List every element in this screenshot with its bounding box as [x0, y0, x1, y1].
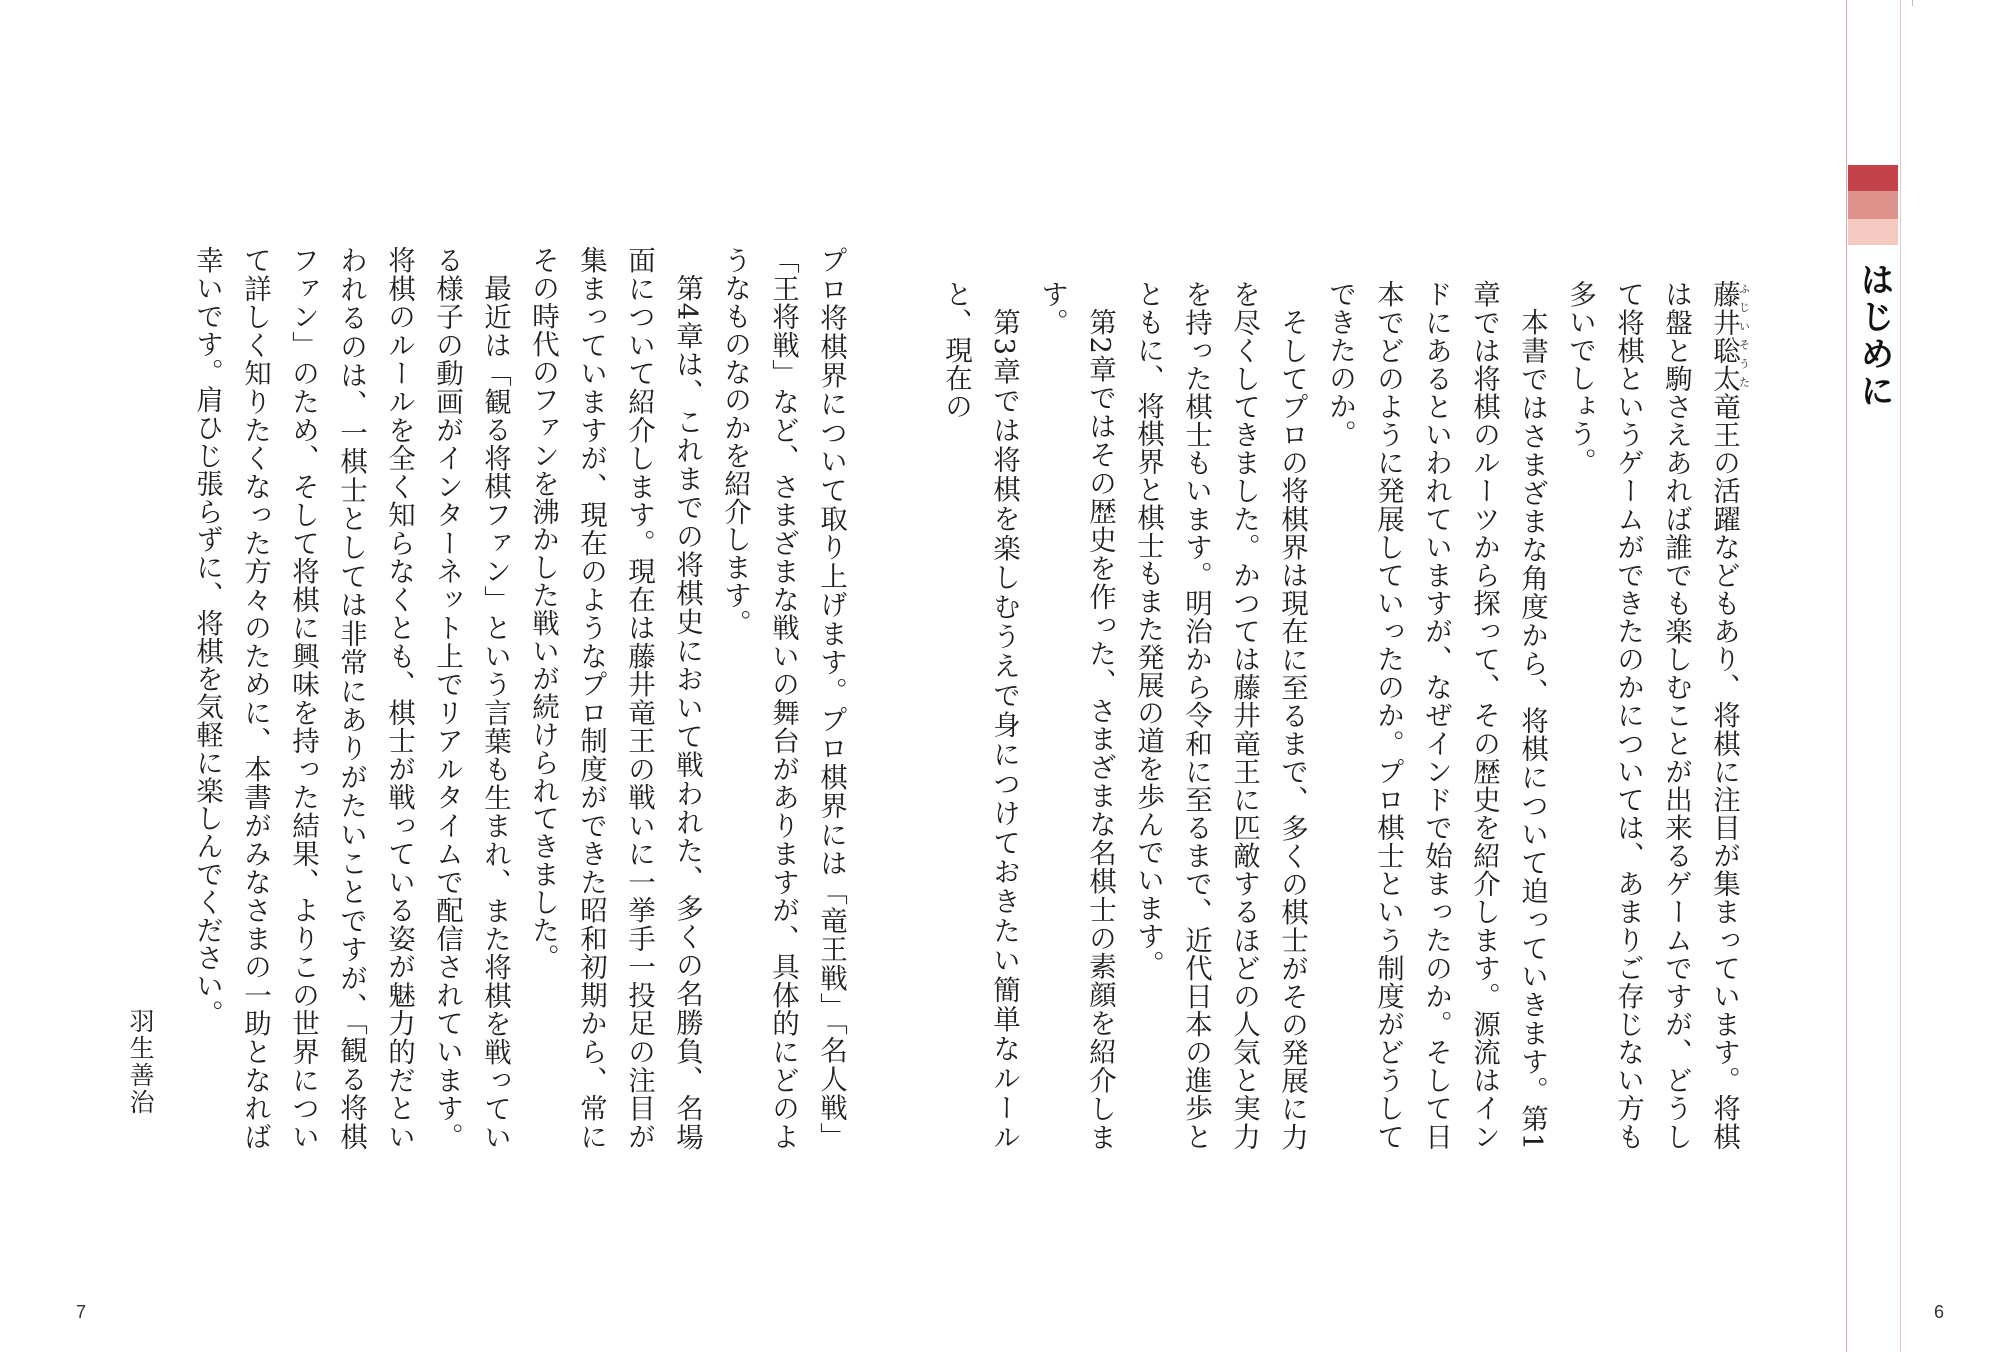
margin-rule [1900, 0, 1901, 1352]
right-page-body [940, 280, 1751, 1150]
page-number-right: 6 [1934, 1302, 1945, 1322]
author-signature: 羽生善治 [126, 1008, 155, 1116]
chapter-swatch-dark [1848, 165, 1898, 191]
chapter-swatch-mid [1848, 191, 1898, 219]
paragraph: 本書ではさまざまな角度から、将棋について迫っていきます。第1章では将棋のルーツから探って、その歴史を紹介します。源流はインドにあるといわれていますが、なぜインドで始まったのか。そして日本でどのように発展していったのか。プロ棋士という制度がどうしてできたのか。 [1324, 280, 1548, 1150]
paragraph: そしてプロの将棋界は現在に至るまで、多くの棋士がその発展に力を尽くしてきました。かつては藤井竜王に匹敵するほどの人気と実力を持った棋士もいます。明治から令和に至るまで、近代日本の進歩とともに、将棋界と棋士もまた発展の道を歩んでいます。 [1132, 280, 1308, 1150]
margin-rule [1846, 0, 1847, 1352]
paragraph: 藤井聡太ふじいそうた竜王の活躍などもあり、将棋に注目が集まっています。将棋は盤と駒さえあれば誰でも楽しむことが出来るゲームですが、どうして将棋というゲームができたのかについては、あまりご存じない方も多いでしょう。 [1564, 280, 1751, 1150]
paragraph: 最近は「観る将棋ファン」という言葉も生まれ、また将棋を戦っている様子の動画がインターネット上でリアルタイムで配信されています。将棋のルールを全く知らなくとも、棋士が戦っている姿が魅力的だといわれるのは、一棋士としては非常にありがたいことですが、「観る将棋ファン」のため、そして将棋に興味を持った結果、よりこの世界について詳しく知りたくなった方々のために、本書がみなさまの一助となれば幸いです。肩ひじ張らずに、将棋を気軽に楽しんでください。 [191, 246, 511, 1150]
chapter-title: はじめに [1854, 262, 1894, 410]
page-number-left: 7 [76, 1302, 87, 1322]
paragraph: 第2章ではその歴史を作った、さまざまな名棋士の素顔を紹介します。 [1036, 280, 1116, 1150]
paragraph: 第4章は、これまでの将棋史において戦われた、多くの名勝負、名場面について紹介します。現在は藤井竜王の戦いに一挙手一投足の注目が集まっていますが、現在のようなプロ制度ができた昭和初期から、常にその時代のファンを沸かした戦いが続けられてきました。 [527, 246, 703, 1150]
paragraph: プロ将棋界について取り上げます。プロ棋界には「竜王戦」「名人戦」「王将戦」など、さまざまな戦いの舞台がありますが、具体的にどのようなものなのかを紹介します。 [719, 246, 847, 1150]
chapter-swatch-light [1848, 219, 1898, 245]
paragraph: 第3章では将棋を楽しむうえで身につけておきたい簡単なルールと、現在の [940, 280, 1020, 1150]
left-page-body [191, 246, 855, 1150]
ruby-name: 藤井聡太ふじいそうた [1708, 280, 1751, 393]
margin-rule [1912, 0, 1913, 6]
